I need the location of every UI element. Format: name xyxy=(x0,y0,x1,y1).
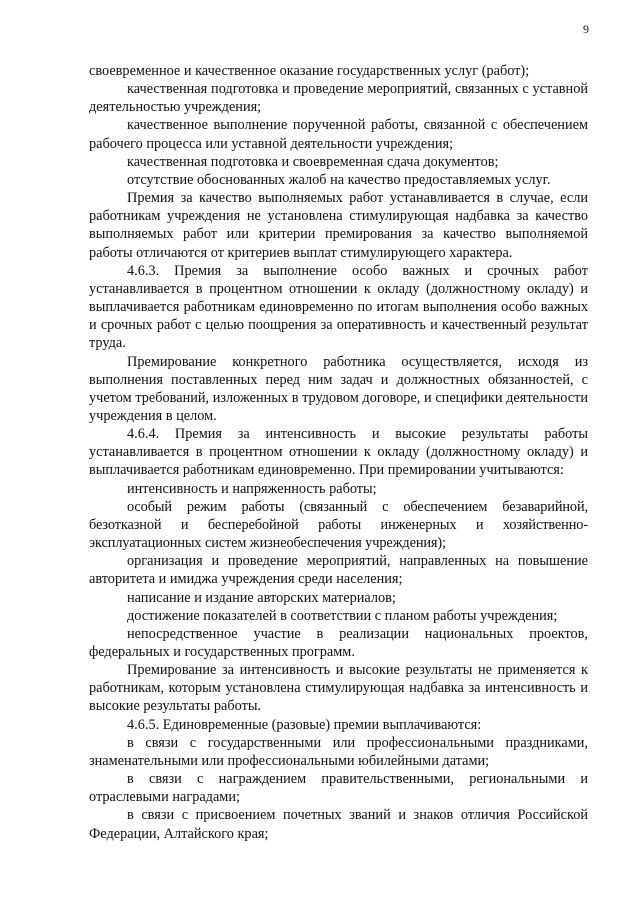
paragraph-item: Премия за качество выполняемых работ устанавливается в случае, если работникам учреждения не установлена стимулирующая надбавка за качество выполняемых работ или критерии премирования за качество выполняемой работы отличаются от критериев выплат стимулирующего характера. xyxy=(89,190,588,261)
paragraph-item: непосредственное участие в реализации национальных проектов, федеральных и государственных программ. xyxy=(89,625,588,660)
paragraph-item: написание и издание авторских материалов; xyxy=(127,589,396,606)
paragraph-item: в связи с награждением правительственными, региональными и отраслевыми наградами; xyxy=(89,771,588,806)
paragraph-item: интенсивность и напряженность работы; xyxy=(127,480,377,497)
document-body xyxy=(89,62,588,843)
paragraph-item: достижение показателей в соответствии с планом работы учреждения; xyxy=(127,607,558,624)
page-number: 9 xyxy=(583,22,589,36)
paragraph-item: 4.6.3. Премия за выполнение особо важных и срочных работ устанавливается в процентном отношении к окладу (должностному окладу) и выплачивается работникам единовременно по итогам выполнения особо важных и срочных работ с целью поощрения за оперативность и качественный результат труда. xyxy=(89,262,588,352)
paragraph-item: организация и проведение мероприятий, направленных на повышение авторитета и имиджа учреждения среди населения; xyxy=(89,553,588,588)
paragraph-item: отсутствие обоснованных жалоб на качество предоставляемых услуг. xyxy=(127,171,551,188)
paragraph-item: Премирование за интенсивность и высокие результаты не применяется к работникам, которым установлена стимулирующая надбавка за интенсивность и высокие результаты работы. xyxy=(89,662,588,715)
paragraph-item: 4.6.5. Единовременные (разовые) премии выплачиваются: xyxy=(127,716,482,733)
paragraph-item: качественная подготовка и проведение мероприятий, связанных с уставной деятельностью учреждения; xyxy=(89,81,588,116)
paragraph-item: 4.6.4. Премия за интенсивность и высокие результаты работы устанавливается в процентном отношении к окладу (должностному окладу) и выплачивается работникам единовременно. При премировании учитываются: xyxy=(89,426,588,479)
paragraph-item: Премирование конкретного работника осуществляется, исходя из выполнения поставленных перед ним задач и должностных обязанностей, с учетом требований, изложенных в трудовом договоре, и специфики деятельности учреждения в целом. xyxy=(89,353,588,424)
paragraph-item: своевременное и качественное оказание государственных услуг (работ); xyxy=(89,63,530,79)
paragraph-item: в связи с присвоением почетных званий и знаков отличия Российской Федерации, Алтайского края; xyxy=(89,807,588,842)
paragraph-item: особый режим работы (связанный с обеспечением безаварийной, безотказной и бесперебойной работы инженерных и хозяйственно-эксплуатационных систем жизнеобеспечения учреждения); xyxy=(89,498,588,552)
paragraph-item: в связи с государственными или профессиональными праздниками, знаменательными или профессиональными юбилейными датами; xyxy=(89,734,588,769)
paragraph-item: качественная подготовка и своевременная сдача документов; xyxy=(127,153,499,170)
paragraph-item: качественное выполнение порученной работы, связанной с обеспечением рабочего процесса или уставной деятельности учреждения; xyxy=(89,117,588,152)
